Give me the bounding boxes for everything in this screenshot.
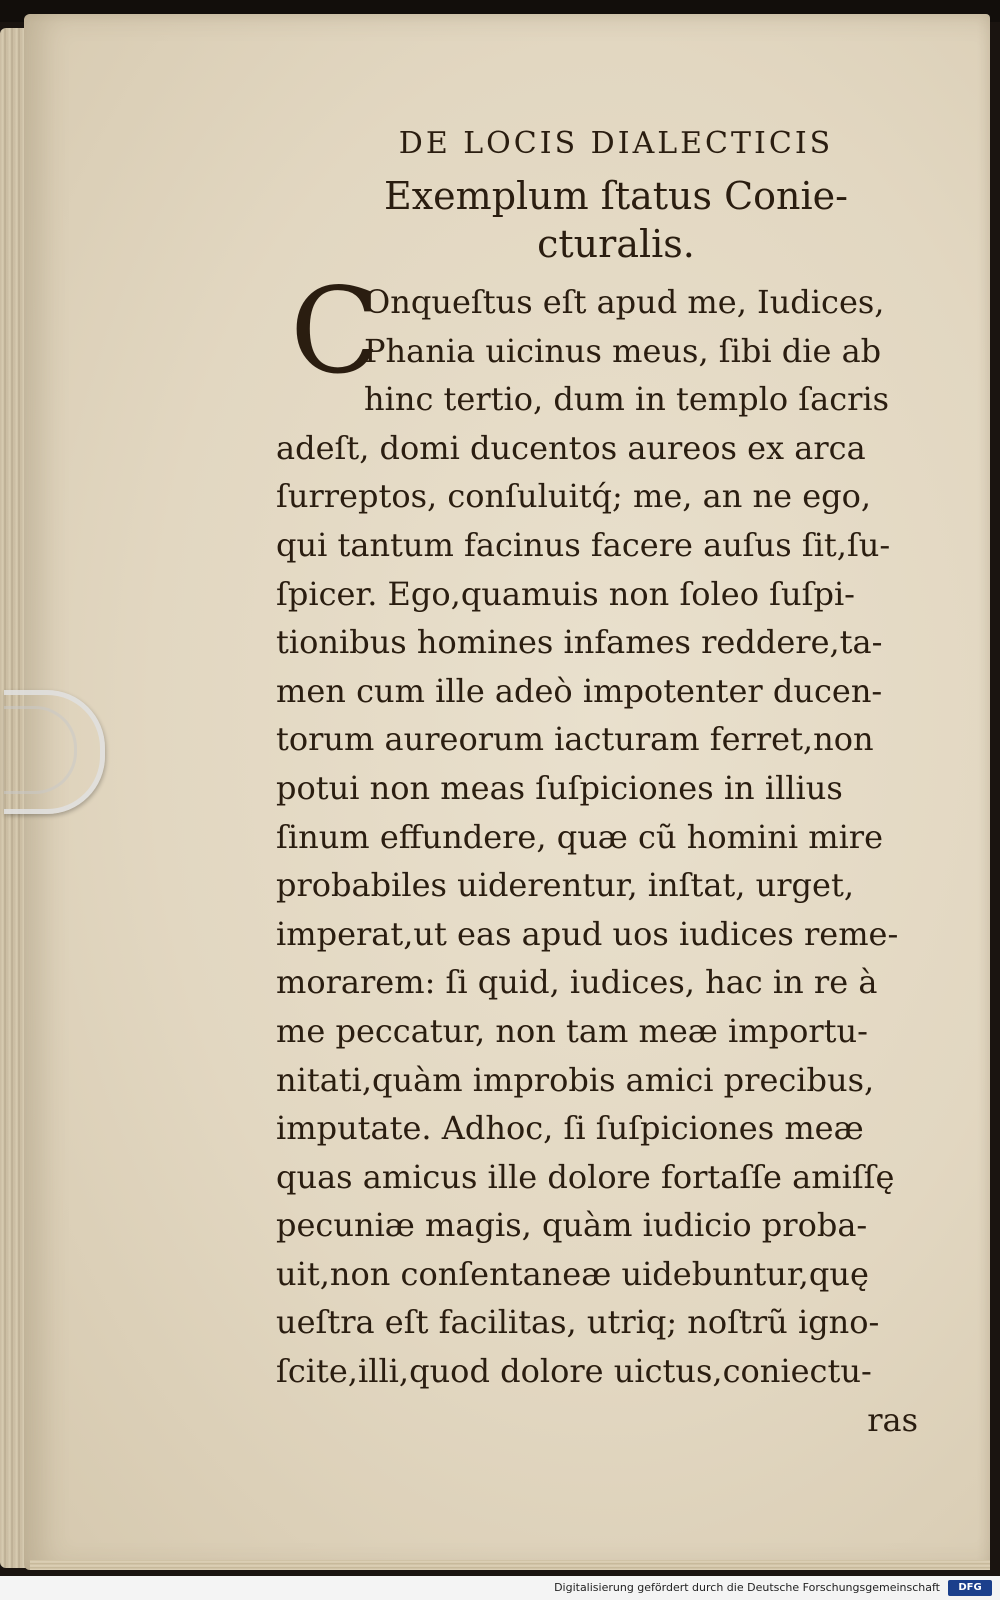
text-line: adeſt, domi ducentos aureos ex arca: [276, 428, 866, 467]
text-line: imputate. Adhoc, ſi ſuſpiciones meæ: [276, 1109, 864, 1148]
text-line: quas amicus ille dolore fortaſſe amiſſę: [276, 1157, 895, 1196]
text-block: [276, 122, 936, 1444]
digitization-credit: Digitalisierung gefördert durch die Deutsche Forschungsgemeinschaft: [0, 1576, 1000, 1600]
text-line: ſcite,illi,quod dolore uictus,coniectu-: [276, 1352, 872, 1391]
text-line: ſinum effundere, quæ cũ homini mire: [276, 817, 884, 856]
text-line: imperat,ut eas apud uos iudices reme-: [276, 914, 899, 953]
body-text: [276, 262, 936, 1444]
text-line: tionibus homines infames reddere,ta-: [276, 623, 883, 662]
text-line: men cum ille adeò impotenter ducen-: [276, 671, 883, 710]
text-line: nitati,quàm improbis amici precibus,: [276, 1060, 875, 1099]
text-line: potui non meas ſuſpiciones in illius: [276, 768, 843, 807]
running-head: DE LOCIS DIALECTICIS: [398, 126, 834, 161]
text-line: hinc tertio, dum in templo ſacris: [364, 380, 890, 419]
text-line: pecuniæ magis, quàm iudicio proba-: [276, 1206, 868, 1245]
text-line: ſpicer. Ego,quamuis non ſoleo ſuſpi-: [276, 574, 855, 613]
heading-line: Exemplum ſtatus Conie-: [384, 174, 848, 218]
text-line: uit,non conſentaneæ uidebuntur,quę: [276, 1254, 869, 1293]
section-heading: [276, 172, 936, 268]
page-bottom-edge: [30, 1560, 990, 1570]
heading-line: cturalis.: [537, 222, 695, 266]
text-line: Phania uicinus meus, ſibi die ab: [364, 331, 882, 370]
text-line: ſurreptos, conſuluitq́; me, an ne ego,: [276, 477, 872, 516]
text-line: qui tantum facinus facere auſus ſit,ſu-: [276, 525, 891, 564]
text-line: Onqueſtus eſt apud me, Iudices,: [364, 283, 885, 321]
book-page: [24, 14, 990, 1570]
text-line: ueſtra eſt facilitas, utriq; noſtrũ igno-: [276, 1303, 880, 1342]
catchword: ras: [867, 1400, 918, 1439]
text-line: probabiles uiderentur, inſtat, urget,: [276, 866, 854, 905]
text-line: morarem: ſi quid, iudices, hac in re à: [276, 963, 878, 1002]
text-line: torum aureorum iacturam ferret,non: [276, 720, 874, 759]
text-line: me peccatur, non tam meæ importu-: [276, 1011, 868, 1050]
drop-cap: C: [290, 262, 381, 400]
dfg-logo: DFG: [948, 1580, 992, 1596]
